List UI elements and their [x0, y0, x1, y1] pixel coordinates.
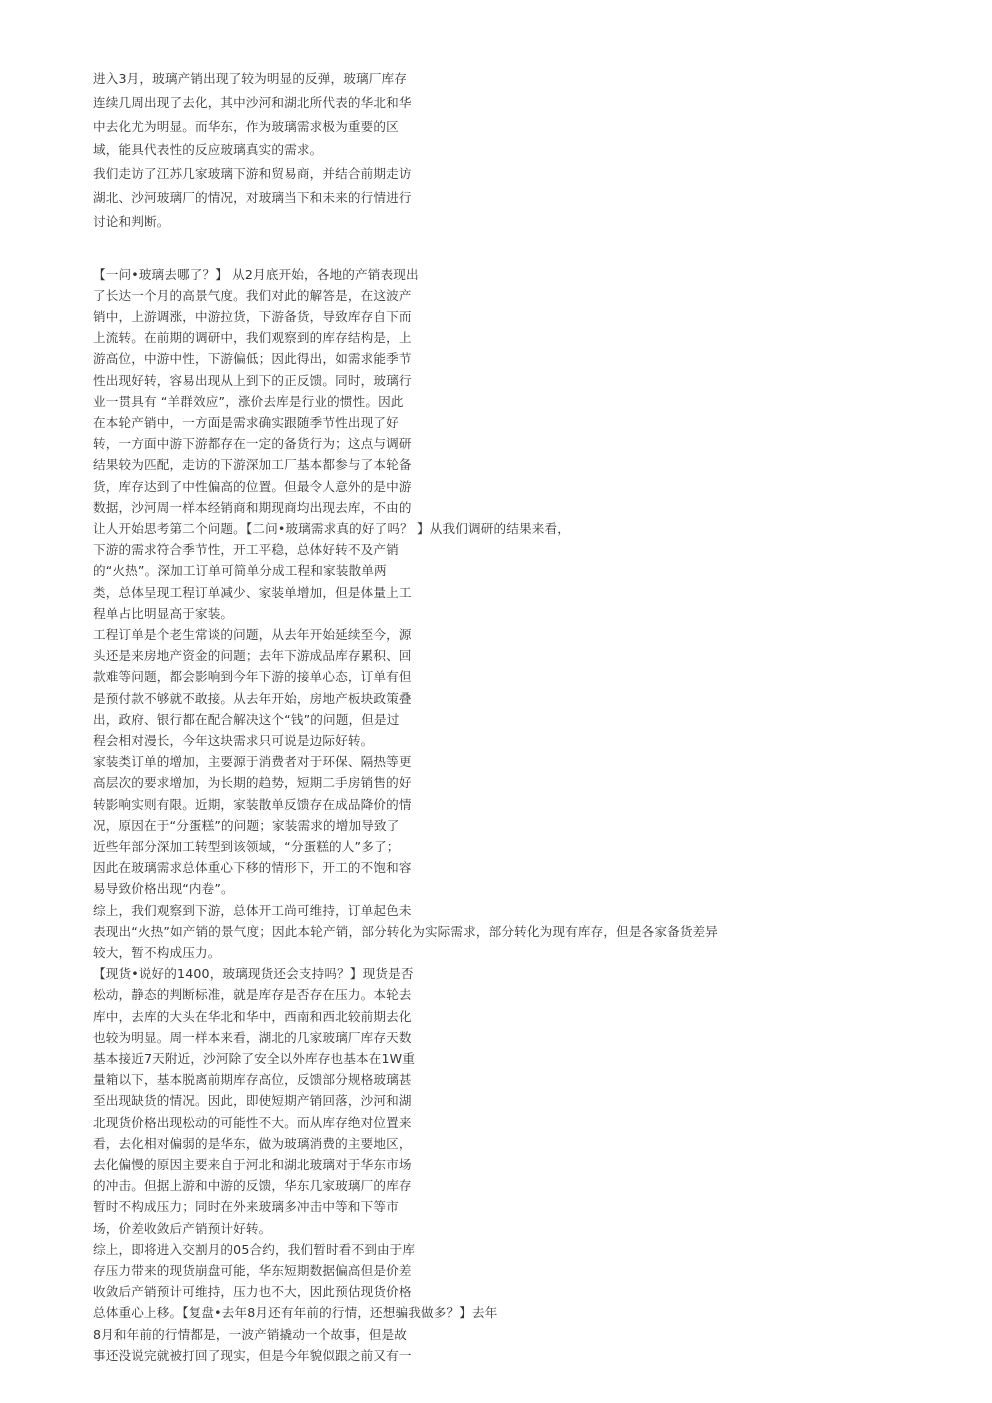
text-line: 游高位，中游中性，下游偏低；因此得出，如需求能季节: [93, 351, 412, 366]
text-line: 下游的需求符合季节性，开工平稳，总体好转不及产销: [93, 542, 399, 557]
text-line: 的冲击。但据上游和中游的反馈，华东几家玻璃厂的库存: [93, 1178, 412, 1193]
text-line: 看，去化相对偏弱的是华东，做为玻璃消费的主要地区，: [93, 1136, 412, 1151]
text-line: 高层次的要求增加，为长期的趋势，短期二手房销售的好: [93, 775, 412, 790]
text-line: 业一贯具有 “羊群效应”，涨价去库是行业的惯性。因此: [93, 394, 404, 409]
text-line: 中去化尤为明显。而华东，作为玻璃需求极为重要的区: [93, 119, 399, 134]
text-line: 北现货价格出现松动的可能性不大。而从库存绝对位置来: [93, 1115, 412, 1130]
text-line: 易导致价格出现“内卷”。: [93, 881, 234, 896]
text-line: 出，政府、银行都在配合解决这个“钱”的问题，但是过: [93, 712, 400, 727]
text-line: 综上，即将进入交割月的05合约，我们暂时看不到由于库: [93, 1242, 416, 1257]
text-line: 程单占比明显高于家装。: [93, 606, 234, 621]
text-line: 近些年部分深加工转型到该领域，“分蛋糕的人”多了；: [93, 839, 400, 854]
text-line: 在本轮产销中，一方面是需求确实跟随季节性出现了好: [93, 415, 399, 430]
text-line: 程会相对漫长，今年这块需求只可说是边际好转。: [93, 733, 374, 748]
text-line: 8月和年前的行情都是，一波产销撬动一个故事，但是故: [93, 1327, 408, 1342]
text-line: 是预付款不够就不敢接。从去年开始，房地产板块政策叠: [93, 691, 412, 706]
text-line: 松动，静态的判断标准，就是库存是否存在压力。本轮去: [93, 987, 412, 1002]
text-line: 【一问•玻璃去哪了？】 从2月底开始，各地的产销表现出: [93, 267, 419, 282]
text-line: 【现货•说好的1400，玻璃现货还会支持吗？】现货是否: [93, 966, 414, 981]
text-line: 库中，去库的大头在华北和华中，西南和西北较前期去化: [93, 1009, 412, 1024]
text-line: 存压力带来的现货崩盘可能，华东短期数据偏高但是价差: [93, 1263, 412, 1278]
text-line: 综上，我们观察到下游，总体开工尚可维持，订单起色未: [93, 903, 412, 918]
text-line: 基本接近7天附近，沙河除了安全以外库存也基本在1W重: [93, 1051, 416, 1066]
text-line: 总体重心上移。【复盘•去年8月还有年前的行情，还想骗我做多？】去年: [93, 1305, 498, 1320]
text-line: 量箱以下，基本脱离前期库存高位，反馈部分规格玻璃甚: [93, 1072, 412, 1087]
text-line: 数据，沙河周一样本经销商和期现商均出现去库，不由的: [93, 500, 412, 515]
text-line: 至出现缺货的情况。因此，即使短期产销回落，沙河和湖: [93, 1093, 412, 1108]
text-line: 况，原因在于“分蛋糕”的问题；家装需求的增加导致了: [93, 818, 400, 833]
text-line: 款难等问题，都会影响到今年下游的接单心态，订单有但: [93, 669, 412, 684]
text-line: 因此在玻璃需求总体重心下移的情形下，开工的不饱和容: [93, 860, 412, 875]
text-line: 头还是来房地产资金的问题；去年下游成品库存累积、回: [93, 648, 412, 663]
text-line: 销中，上游调涨，中游拉货，下游备货，导致库存自下而: [93, 309, 412, 324]
text-line: 进入3月，玻璃产销出现了较为明显的反弹，玻璃厂库存: [93, 71, 408, 86]
text-line: 货，库存达到了中性偏高的位置。但最令人意外的是中游: [93, 479, 412, 494]
text-line: 工程订单是个老生常谈的问题，从去年开始延续至今，源: [93, 627, 412, 642]
text-line: 连续几周出现了去化，其中沙河和湖北所代表的华北和华: [93, 95, 412, 110]
text-line: 域，能具代表性的反应玻璃真实的需求。: [93, 142, 323, 157]
text-line: 去化偏慢的原因主要来自于河北和湖北玻璃对于华东市场: [93, 1157, 412, 1172]
text-line: 的“火热”。深加工订单可简单分成工程和家装散单两: [93, 563, 387, 578]
text-line: 上流转。在前期的调研中，我们观察到的库存结构是，上: [93, 330, 412, 345]
text-line: 较大，暂不构成压力。: [93, 945, 221, 960]
text-line: 转，一方面中游下游都存在一定的备货行为；这点与调研: [93, 436, 412, 451]
text-line: 场，价差收敛后产销预计好转。: [93, 1221, 272, 1236]
text-line: 讨论和判断。: [93, 214, 170, 229]
text-line: 湖北、沙河玻璃厂的情况，对玻璃当下和未来的行情进行: [93, 190, 412, 205]
text-line: 事还没说完就被打回了现实，但是今年貌似跟之前又有一: [93, 1348, 412, 1363]
text-line: 转影响实则有限。近期，家装散单反馈存在成品降价的情: [93, 797, 412, 812]
text-line: 了长达一个月的高景气度。我们对此的解答是，在这波产: [93, 288, 412, 303]
text-line: 家装类订单的增加，主要源于消费者对于环保、隔热等更: [93, 754, 412, 769]
text-line: 表现出“火热”如产销的景气度；因此本轮产销，部分转化为实际需求，部分转化为现有库存，但是各家备货差异: [93, 924, 719, 939]
text-line: 我们走访了江苏几家玻璃下游和贸易商，并结合前期走访: [93, 166, 412, 181]
text-line: 让人开始思考第二个问题。【二问•玻璃需求真的好了吗？ 】从我们调研的结果来看，: [93, 521, 570, 536]
text-line: 暂时不构成压力；同时在外来玻璃多冲击中等和下等市: [93, 1199, 399, 1214]
text-line: 也较为明显。周一样本来看，湖北的几家玻璃厂库存天数: [93, 1030, 412, 1045]
text-line: 类，总体呈现工程订单减少、家装单增加，但是体量上工: [93, 585, 412, 600]
text-line: 结果较为匹配，走访的下游深加工厂基本都参与了本轮备: [93, 457, 412, 472]
text-line: 性出现好转，容易出现从上到下的正反馈。同时，玻璃行: [93, 373, 412, 388]
text-line: 收敛后产销预计可维持，压力也不大，因此预估现货价格: [93, 1284, 412, 1299]
